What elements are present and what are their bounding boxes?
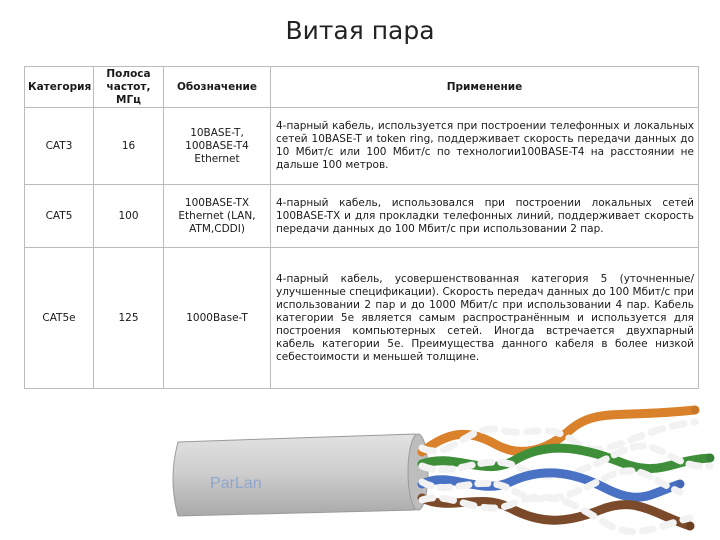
header-application: Применение xyxy=(271,67,699,108)
cell-application: 4-парный кабель, использовался при построении локальных сетей 100BASE-TX и для прокладки телефонных линий, поддерживает скорость передачи данных до 100 Мбит/с при использовании 2 пар. xyxy=(271,185,699,248)
cell-category: CAT5e xyxy=(25,248,94,389)
cable-spec-table xyxy=(24,66,699,389)
table-header-row xyxy=(25,67,699,108)
page-title: Витая пара xyxy=(285,16,435,45)
cell-designation: 1000Base-T xyxy=(164,248,271,389)
wire-end xyxy=(676,480,684,488)
brown-pair xyxy=(422,497,690,532)
cell-application: 4-парный кабель, используется при построении телефонных и локальных сетей 10BASE-T и token ring, поддерживает скорость передачи данных до 10 Мбит/с или 100 Мбит/с по технологии100BASE-T4 на расстоянии не дальше 100 метров. xyxy=(271,108,699,185)
cable-brand-label: ParLan xyxy=(210,475,262,492)
wire-end xyxy=(686,522,694,530)
wire-end xyxy=(706,454,714,462)
table-row xyxy=(25,248,699,389)
cell-bandwidth: 100 xyxy=(94,185,164,248)
header-bandwidth: Полоса частот, МГц xyxy=(94,67,164,108)
cell-category: CAT5 xyxy=(25,185,94,248)
wire-end xyxy=(691,406,699,414)
cell-designation: 100BASE-TX Ethernet (LAN, ATM,CDDI) xyxy=(164,185,271,248)
header-category: Категория xyxy=(25,67,94,108)
table-row xyxy=(25,108,699,185)
cell-designation: 10BASE-T, 100BASE-T4 Ethernet xyxy=(164,108,271,185)
cell-bandwidth: 125 xyxy=(94,248,164,389)
table-row xyxy=(25,185,699,248)
header-designation: Обозначение xyxy=(164,67,271,108)
cell-application: 4-парный кабель, усовершенствованная категория 5 (уточненные/улучшенные спецификации). Скорость передач данных до 100 Мбит/с при использовании 2 пар и до 1000 Мбит/с при использовании 4 пар. Кабель категории 5e является самым распространённым и используется для построения компьютерных сетей. Иногда встречается двухпарный кабель категории 5e. Преимущества данного кабеля в более низкой себестоимости и меньшей толщине. xyxy=(271,248,699,389)
cell-bandwidth: 16 xyxy=(94,108,164,185)
cell-category: CAT3 xyxy=(25,108,94,185)
twisted-pair-cable-image xyxy=(150,400,720,540)
